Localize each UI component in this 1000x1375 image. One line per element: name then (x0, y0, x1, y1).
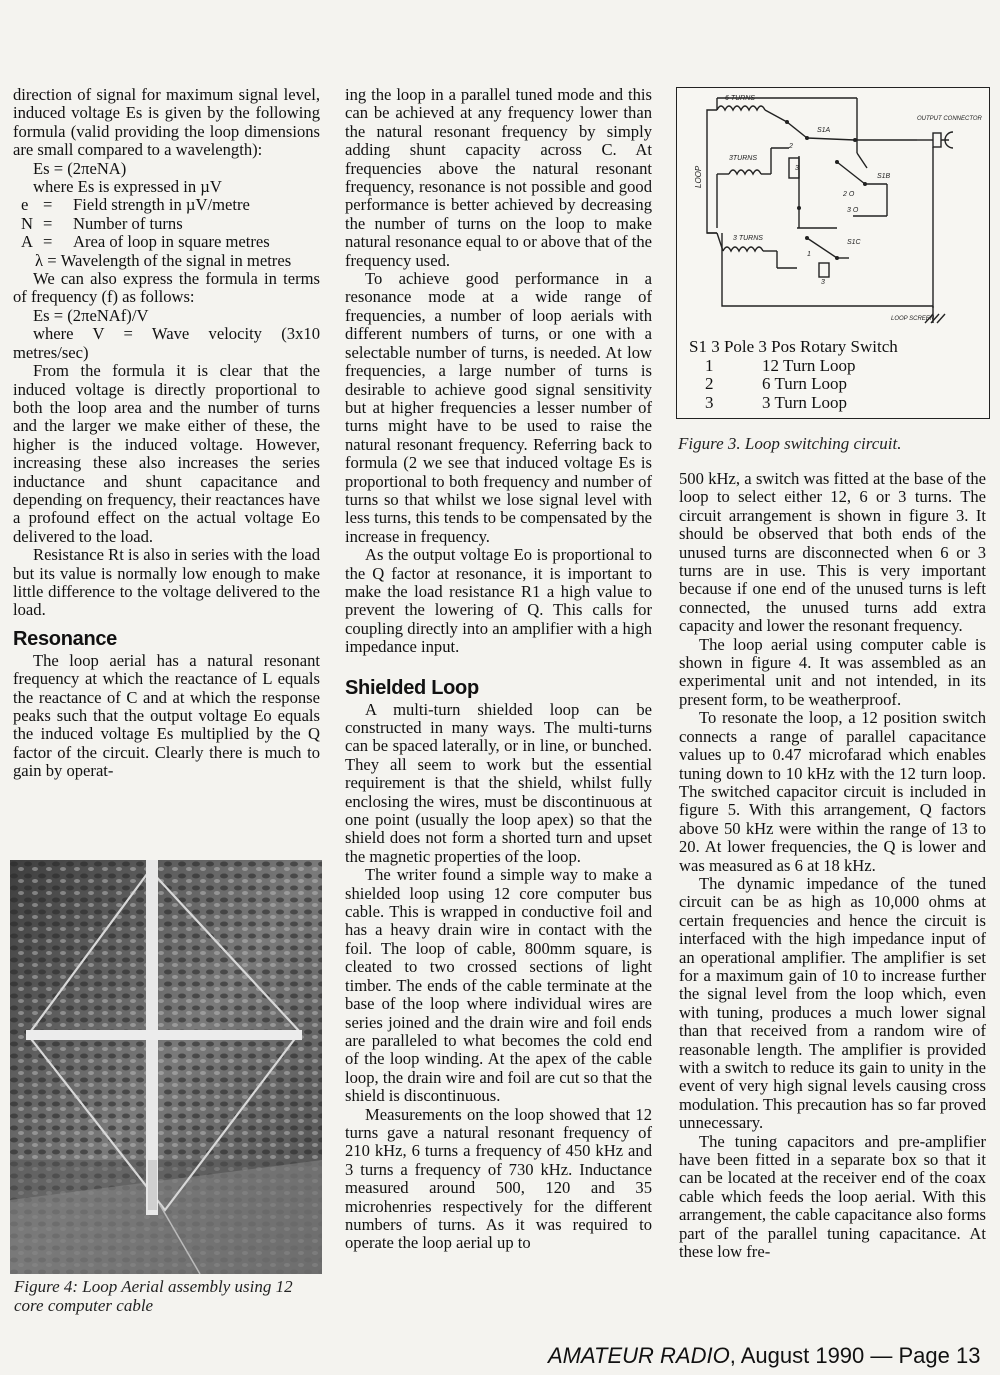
section-heading-resonance: Resonance (13, 627, 118, 650)
label-loop: LOOP (694, 165, 703, 188)
switch-position-row (689, 357, 898, 376)
column-3 (679, 470, 986, 1261)
loop-aerial-photo-illustration (10, 860, 322, 1274)
paragraph: ing the loop in a parallel tuned mode and this can be achieved at any frequency lower than the natural resonant frequency by simply adding shunt capacity across C. At frequencies above the natural resonant frequency, resonance is not possible and good performance is better achieved by decreasing the number of turns on the loop to make natural resonance equal to or above that of the frequency used. (345, 85, 652, 270)
definition-text: Area of loop in square metres (73, 232, 270, 252)
switch-table-title: S1 3 Pole 3 Pos Rotary Switch (689, 337, 898, 356)
loop-switching-schematic (677, 88, 989, 328)
paragraph: The writer found a simple way to make a shielded loop using 12 core computer bus cable. This is wrapped in conductive foil and has a heavy drain wire in contact with the foil. The loop of cable, 800mm square, is cleated to two crossed sections of light timber. The ends of the cable terminate at the base of the loop where individual wires are series joined and the drain wire and foil ends are paralleled to what becomes the cold end of the loop winding. At the apex of the cable loop, the drain wire and foil are cut so that the shield is discontinuous. (345, 865, 652, 1106)
switch-table (689, 338, 898, 412)
section-heading-shielded-loop: Shielded Loop (345, 676, 479, 699)
label-pos-2o: 2 O (843, 191, 855, 198)
formula-es: Es = (2πeNA) (33, 158, 127, 178)
paragraph: The dynamic impedance of the tuned circuit can be as high as 10,000 ohms at certain frequencies and hence the circuit is interfaced with the high impedance input of an operational amplifier. The amplifier is set for a maximum gain of 10 to increase further the signal level from the loop which, even with tuning, produces a much lower signal than that received from a random wire of reasonable length. The amplifier is provided with a switch to reduce its gain to unity in the event of very high signal levels causing cross modulation. This precaution has so far proved unnecessary. (679, 873, 986, 1133)
switch-position-row (689, 394, 898, 413)
label-pos-1: 1 (807, 251, 811, 258)
switch-position-label: 12 Turn Loop (762, 355, 856, 375)
column-1 (13, 86, 320, 781)
formula-es-frequency: Es = (2πeNAf)/V (33, 305, 149, 325)
definition-row (13, 196, 320, 214)
definition-equals: = (43, 195, 53, 215)
formula-note: where V = Wave velocity (3x10 metres/sec) (13, 324, 320, 362)
label-3-turns-a: 3TURNS (729, 155, 758, 162)
column-2 (345, 86, 652, 1253)
definition-text: Number of turns (73, 213, 183, 233)
page-footer (548, 1343, 980, 1369)
definition-symbol: e (21, 195, 29, 215)
figure-3-caption: Figure 3. Loop switching circuit. (678, 434, 902, 453)
paragraph: As the output voltage Eo is proportional to the Q factor at resonance, it is important to make the load resistance R1 a high value to prevent the lowering of Q. This calls for coupling directly into an amplifier with a high impedance input. (345, 545, 652, 657)
paragraph: Resistance Rt is also in series with the load but its value is normally low enough to make little difference to the voltage delivered to the load. (13, 545, 320, 620)
switch-position-number: 3 (705, 392, 714, 412)
label-pos-3: 3 (795, 165, 799, 172)
paragraph: Measurements on the loop showed that 12 turns gave a natural resonant frequency of 210 kHz, 6 turns a frequency of 450 kHz and 3 turns a frequency of 730 kHz. Inductance measured around 500, 120 and 35 microhenries respectively for the different numbers of turns. As it was required to operate the loop aerial up to (345, 1104, 652, 1253)
paragraph: direction of signal for maximum signal level, induced voltage Es is given by the following formula (valid providing the loop dimensions are small compared to a wavelength): (13, 85, 320, 160)
figure-4-photo (10, 860, 322, 1274)
paragraph: To achieve good performance in a resonance mode at a wide range of frequencies, a number of loop aerials with different numbers of turns, or one with a selectable number of turns, is needed. At low frequencies, a large number of turns is desirable to achieve good signal sensitivity but at higher frequencies a lesser number of turns might have to be used to raise the natural resonant frequency. Referring back to formula (2 we see that induced voltage Es is proportional to both frequency and number of turns so that whilst we lose signal level with less turns, this tends to be compensated by the increase in frequency. (345, 269, 652, 546)
figure-3-circuit (676, 87, 990, 419)
definition-row (13, 233, 320, 251)
label-output-connector: OUTPUT CONNECTOR (917, 116, 982, 122)
issue-and-page: , August 1990 — Page 13 (729, 1343, 981, 1368)
paragraph: A multi-turn shielded loop can be constructed in many ways. The multi-turns can be spaced laterally, or in line, or bunched. They all seem to work but the essential requirement is that the shield, whilst fully enclosing the wires, must be discontinuous at one point (usually the loop apex) so that the shield does not form a shorted turn and upset the magnetic properties of the loop. (345, 699, 652, 866)
definition-equals: = (43, 232, 53, 252)
formula-note: where Es is expressed in µV (33, 177, 222, 197)
definition-row (13, 215, 320, 233)
definition-equals: = (43, 213, 53, 233)
paragraph: From the formula it is clear that the induced voltage is directly proportional to both the loop area and the number of turns and the larger we make either of these, the higher is the induced voltage. However, increasing these also increases the series inductance and shunt capacitance and depending on frequency, their reactances have a profound effect on the actual voltage Eo delivered to the load. (13, 361, 320, 546)
switch-position-label: 6 Turn Loop (762, 374, 848, 393)
paragraph: The loop aerial using computer cable is shown in figure 4. It was assembled as an experimental unit and not intended, in its present form, to be weatherproof. (679, 634, 986, 709)
definition-symbol: A (21, 232, 33, 252)
switch-position-number: 2 (705, 374, 714, 393)
label-s1c: S1C (847, 239, 861, 246)
paragraph: 500 kHz, a switch was fitted at the base of the loop to select either 12, 6 or 3 turns. The circuit arrangement is shown in figure 3. It should be observed that both ends of the unused turns are disconnected when 6 or 3 turns are in use. This is very important because if one end of the unused turns is left connected, the unused turns add extra capacity and lower the resonant frequency. (679, 469, 986, 636)
label-pos-2: 2 (789, 143, 793, 150)
paragraph: To resonate the loop, a 12 position switch connects a range of parallel capacitance values up to 0.47 microfarad which enables tuning down to 10 kHz with the 12 turn loop. The switched capacitor circuit is included in figure 5. With this arrangement, Q factors above 50 kHz were within the range of 13 to 20. At lower frequencies, the Q is lower and was measured as 6 at 18 kHz. (679, 708, 986, 875)
definition-lambda: λ = Wavelength of the signal in metres (35, 250, 292, 270)
label-pos-3c: 3 (821, 279, 825, 286)
figure-4-caption: Figure 4: Loop Aerial assembly using 12 core computer cable (14, 1277, 293, 1315)
switch-position-label: 3 Turn Loop (762, 392, 848, 412)
label-loop-screen: LOOP SCREEN (891, 316, 935, 322)
switch-position-row (689, 375, 898, 394)
paragraph: We can also express the formula in terms of frequency (f) as follows: (13, 269, 320, 307)
label-6-turns: 6 TURNS (725, 95, 755, 102)
paragraph: The loop aerial has a natural resonant frequency at which the reactance of L equals the reactance of C and at which the response peaks such that the output voltage Eo equals the induced voltage Es multiplied by the Q factor of the circuit. Clearly there is much to gain by operat- (13, 650, 320, 781)
label-s1b: S1B (877, 173, 891, 180)
magazine-name: AMATEUR RADIO (548, 1343, 730, 1368)
definition-symbol: N (21, 213, 33, 233)
definition-text: Field strength in µV/metre (73, 195, 250, 215)
switch-position-number: 1 (705, 355, 714, 375)
label-pos-3o: 3 O (847, 207, 859, 214)
paragraph: The tuning capacitors and pre-amplifier have been fitted in a separate box so that it can be located at the receiver end of the coax cable which feeds the loop aerial. With this arrangement, the cable capacitance also forms part of the parallel tuning capacitance. At these low fre- (679, 1131, 986, 1262)
label-3-turns-b: 3 TURNS (733, 235, 763, 242)
label-s1a: S1A (817, 127, 831, 134)
